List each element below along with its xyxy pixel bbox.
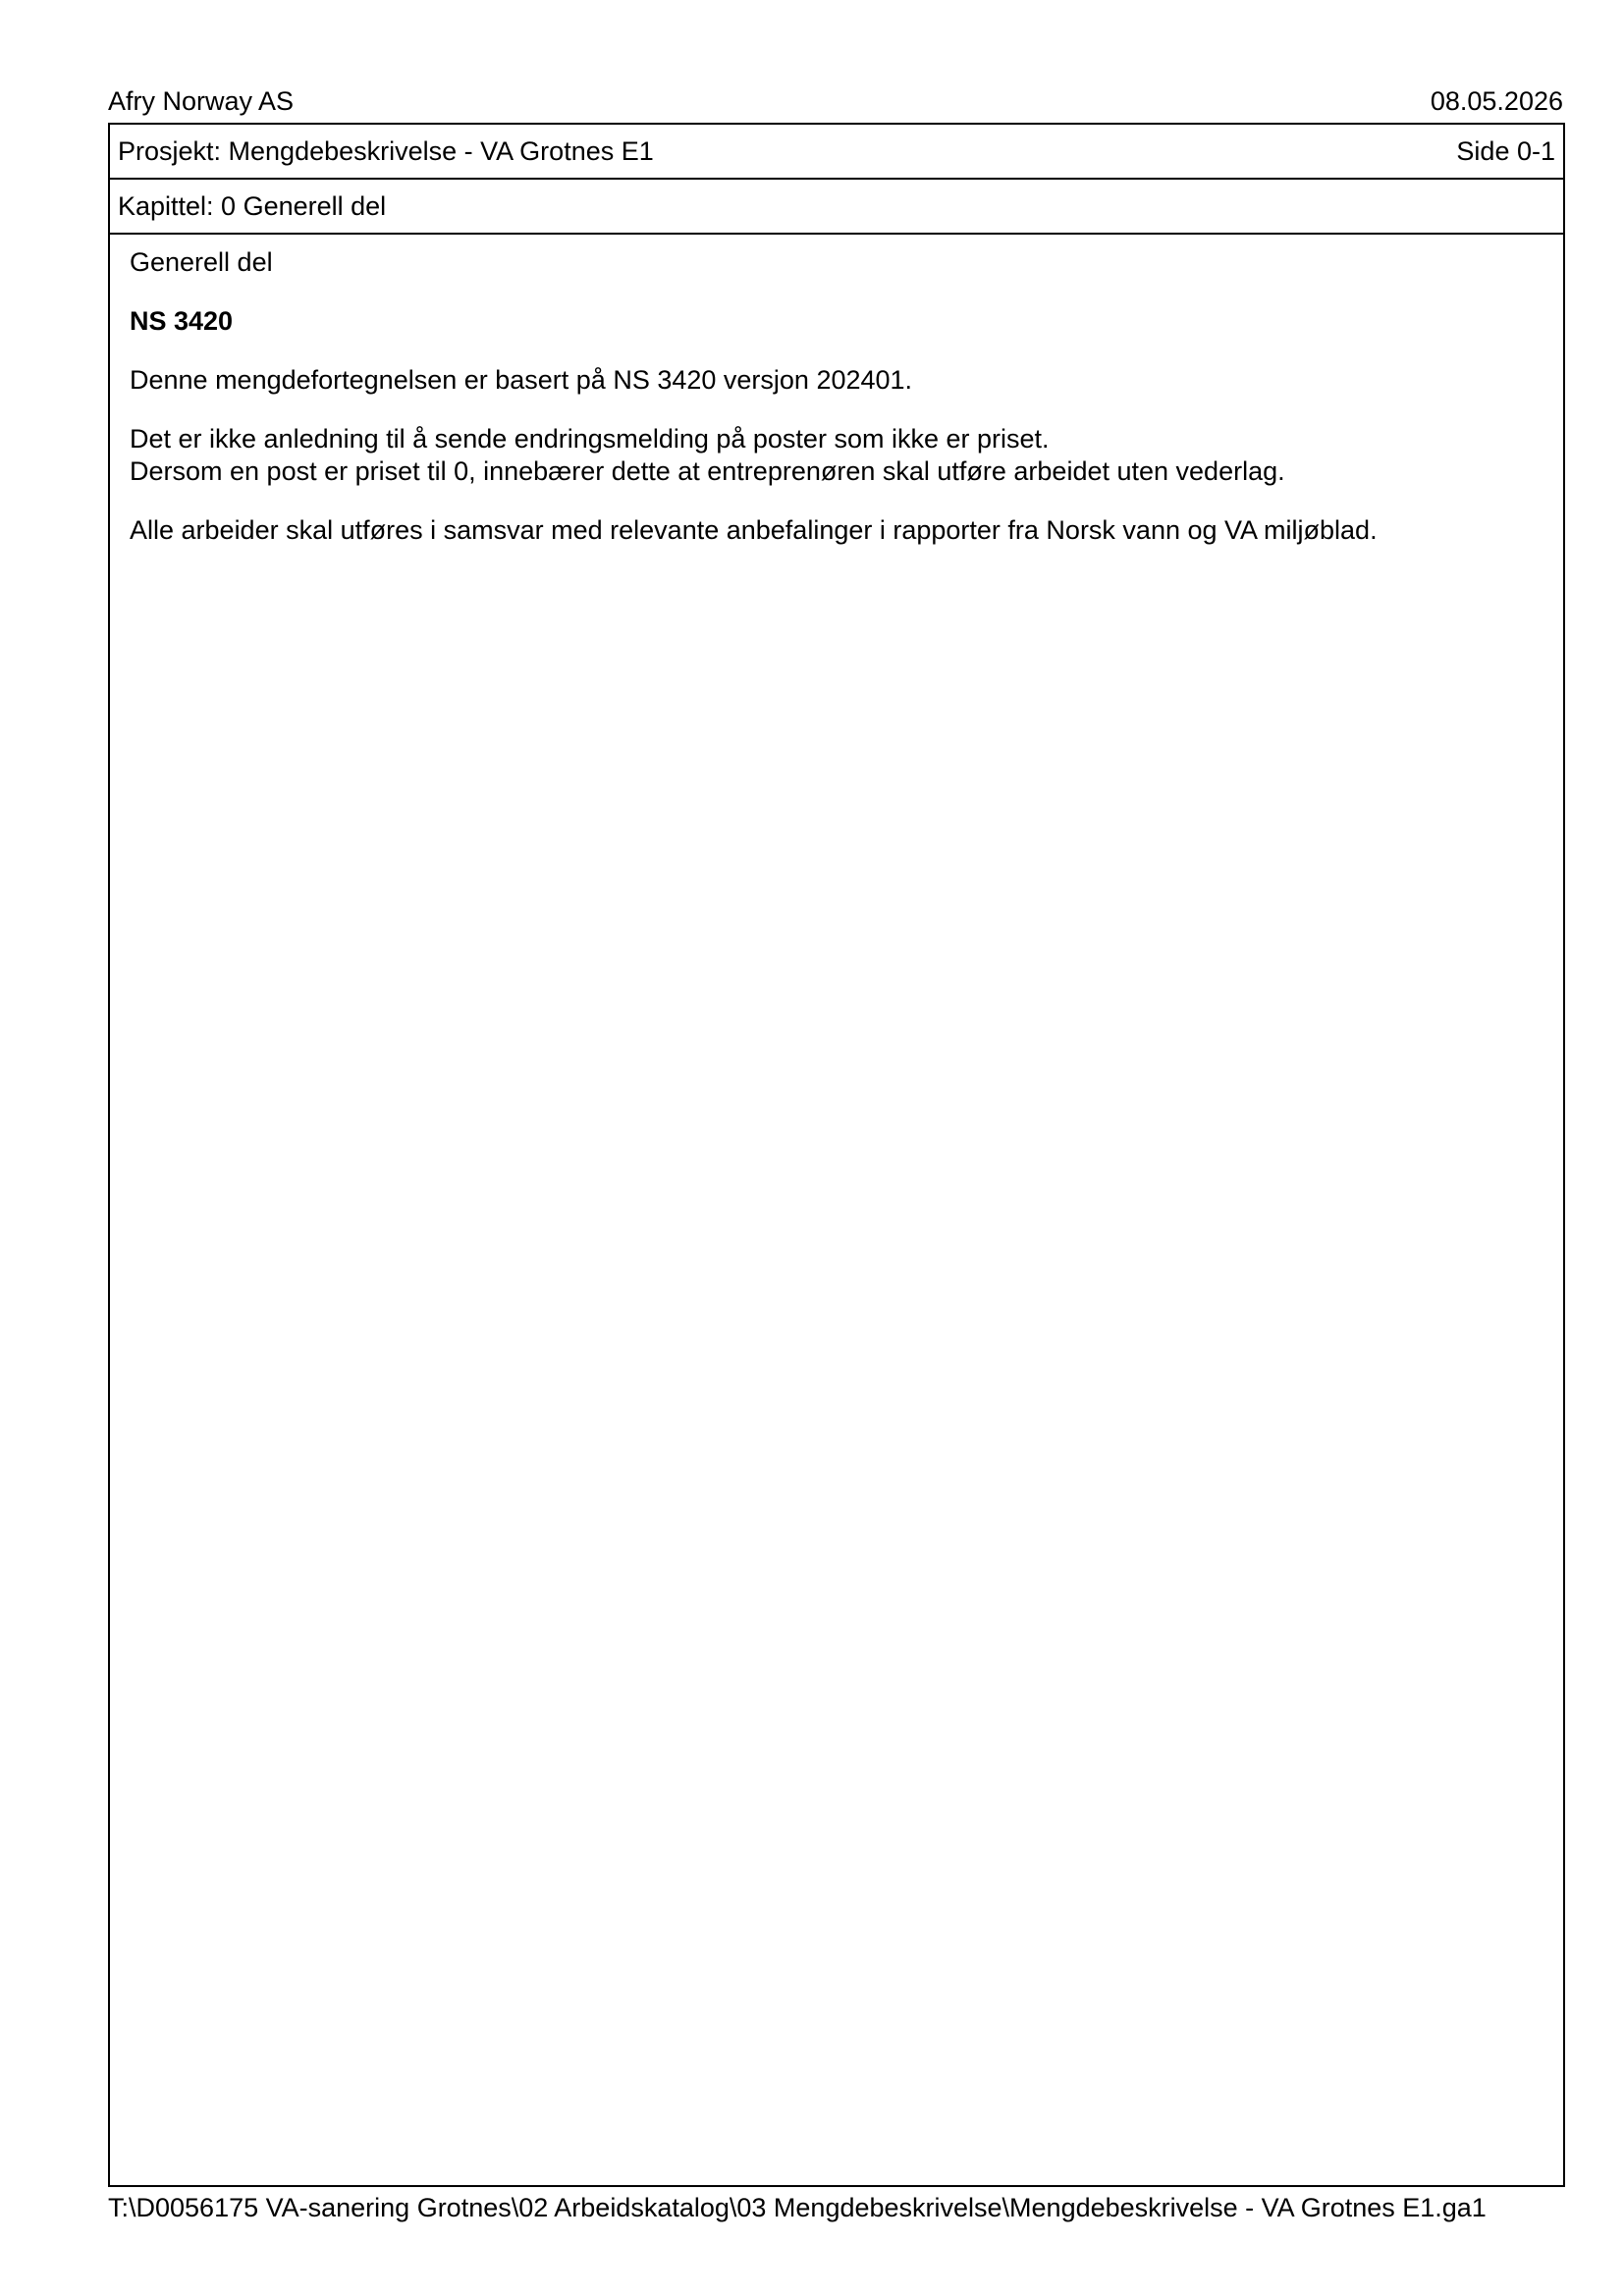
page-number: Side 0-1 <box>1456 136 1555 166</box>
section-title: Generell del <box>130 247 273 277</box>
document-date: 08.05.2026 <box>1430 86 1563 116</box>
company-name: Afry Norway AS <box>108 86 295 116</box>
paragraph-recommendations: Alle arbeider skal utføres i samsvar med relevante anbefalinger i rapporter fra Norsk vann og VA miljøblad. <box>130 515 1378 545</box>
chapter-label: Kapittel: 0 Generell del <box>118 191 387 221</box>
page-header <box>108 84 1563 118</box>
project-label: Prosjekt: Mengdebeskrivelse - VA Grotnes E1 <box>118 136 654 166</box>
document-frame <box>108 123 1565 2187</box>
document-body <box>130 246 1543 547</box>
chapter-row <box>110 180 1563 235</box>
file-path-footer: T:\D0056175 VA-sanering Grotnes\02 Arbeidskatalog\03 Mengdebeskrivelse\Mengdebeskrivelse - VA Grotnes E1.ga1 <box>108 2193 1487 2222</box>
paragraph-change-notice-line-1: Det er ikke anledning til å sende endringsmelding på poster som ikke er priset. <box>130 424 1050 454</box>
subheading: NS 3420 <box>130 306 234 336</box>
paragraph-standard: Denne mengdefortegnelsen er basert på NS 3420 versjon 202401. <box>130 365 913 395</box>
project-row <box>110 125 1563 180</box>
paragraph-change-notice-line-2: Dersom en post er priset til 0, innebærer dette at entreprenøren skal utføre arbeidet uten vederlag. <box>130 456 1285 486</box>
